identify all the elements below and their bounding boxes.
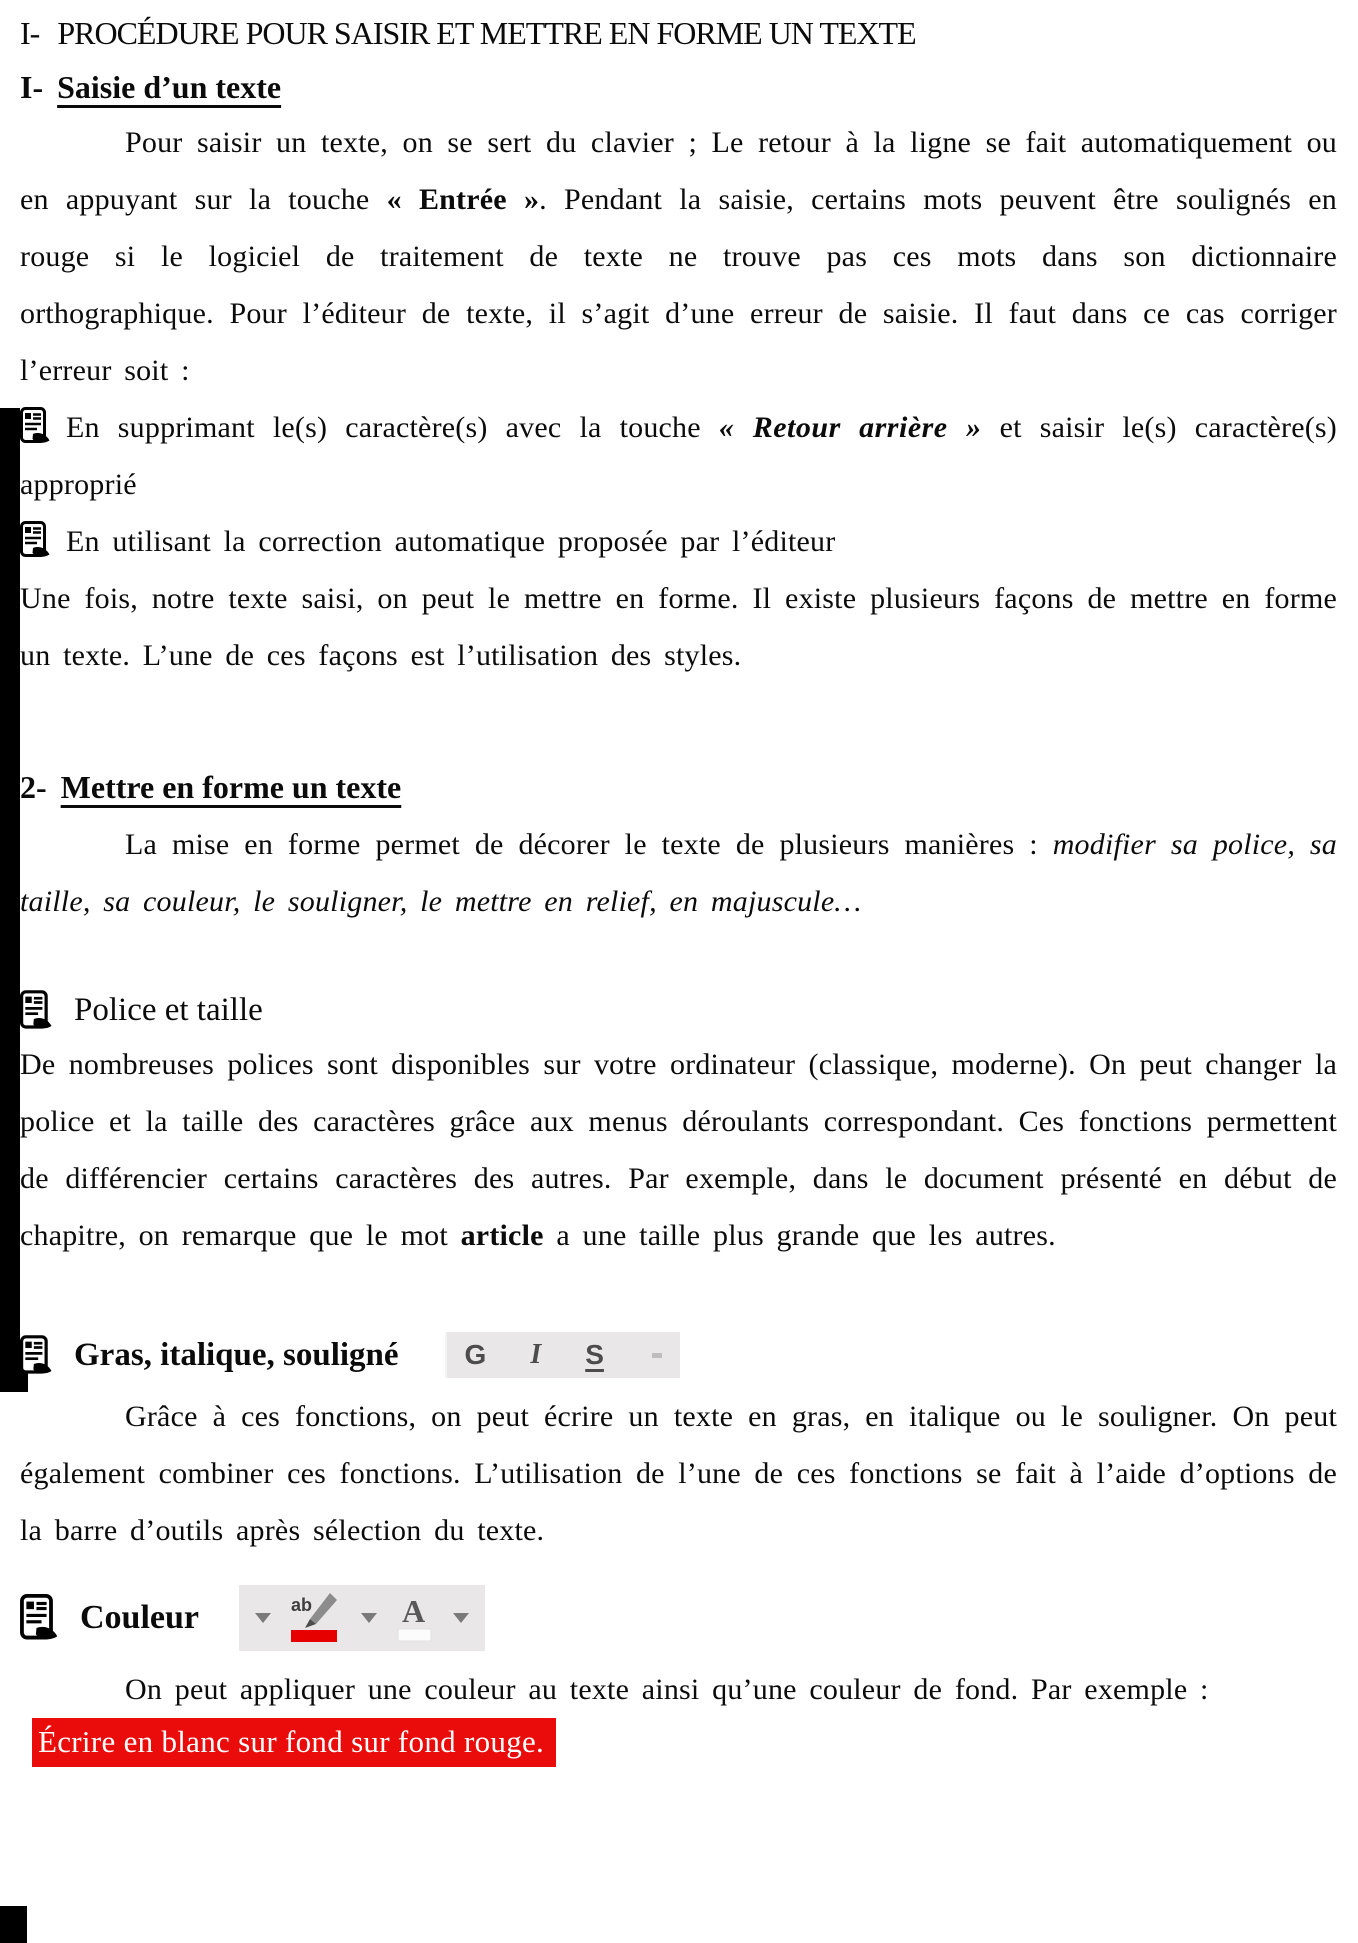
entree-key-label: « Entrée » [386, 183, 540, 216]
dropdown-caret-icon[interactable] [361, 1613, 377, 1623]
subheading-text: Police et taille [74, 992, 263, 1028]
section-number: 2- [20, 769, 47, 805]
highlight-red-swatch [291, 1630, 337, 1642]
note-pen-icon [20, 411, 66, 444]
section-heading-text: Saisie d’un texte [57, 69, 282, 105]
paragraph-saisie-intro [20, 114, 1337, 399]
article-word-bold: article [460, 1219, 544, 1252]
format-toolbar [445, 1332, 680, 1378]
highlight-label: ab [291, 1595, 313, 1615]
section-heading-forme [20, 766, 1337, 808]
highlight-color-button[interactable] [289, 1593, 343, 1643]
text-run: La mise en forme permet de décorer le texte de plusieurs manières : [125, 828, 1053, 861]
font-color-button[interactable] [395, 1593, 435, 1643]
text-run: En supprimant le(s) caractère(s) avec la touche [66, 411, 719, 444]
dropdown-caret-icon[interactable] [255, 1613, 271, 1623]
text-run: . Pendant la saisie, certains mots peuvent être soulignés en rouge si le logiciel de traitement de texte ne trouve pas ces mots dans son dictionnaire orthographique. Pour l’éditeur de texte, il s’agit d’une erreur de saisie. Il faut dans ce cas corriger l’erreur soit : [20, 183, 1337, 387]
toolbar-fragment [652, 1353, 662, 1358]
retour-arriere-key-label: « Retour arrière » [718, 411, 982, 444]
underline-button[interactable]: S [585, 1339, 604, 1370]
section-heading-saisie [20, 66, 1337, 108]
highlighted-example-text: Écrire en blanc sur fond sur fond rouge. [32, 1718, 556, 1767]
page-title [20, 14, 1337, 52]
text-run-italic: modifier sa police, sa taille, sa couleur, le souligner, le mettre en relief, en majuscule… [20, 828, 1337, 918]
section-number: I- [20, 69, 44, 105]
text-run: Pour saisir un texte, on se sert du clavier ; Le retour à la ligne se fait automatiquement ou en appuyant sur la touche [20, 126, 1337, 216]
text-run: a une taille plus grande que les autres. [543, 1219, 1056, 1252]
subheading-police [20, 988, 1337, 1032]
text-run: De nombreuses polices sont disponibles sur votre ordinateur (classique, moderne). On peut changer la police et la taille des caractères grâce aux menus déroulants correspondant. Ces fonctions permettent de différencier certains caractères des autres. Par exemple, dans le document présenté en début de chapitre, on remarque que le mot [20, 1048, 1337, 1252]
note-pen-icon [20, 990, 52, 1031]
bold-button[interactable]: G [464, 1339, 487, 1370]
subheading-text: Gras, italique, souligné [74, 1337, 399, 1373]
text-run: et saisir le(s) caractère(s) approprié [20, 411, 1337, 501]
italic-button[interactable]: I [530, 1339, 542, 1370]
subheading-gras [20, 1332, 1337, 1378]
font-color-swatch [398, 1629, 431, 1641]
note-pen-icon [20, 1335, 52, 1376]
paragraph-mise-en-forme [20, 816, 1337, 930]
font-color-label: A [402, 1593, 426, 1629]
section-heading-text: Mettre en forme un texte [60, 769, 402, 805]
page-title-text: PROCÉDURE POUR SAISIR ET METTRE EN FORME UN TEXTE [57, 15, 916, 51]
subheading-text: Couleur [80, 1599, 199, 1636]
dropdown-caret-icon[interactable] [453, 1613, 469, 1623]
page-title-number: I- [20, 15, 40, 51]
note-pen-icon [20, 525, 66, 558]
color-toolbar [239, 1585, 485, 1651]
paragraph-polices [20, 1036, 1337, 1264]
text-run: En utilisant la correction automatique proposée par l’éditeur [66, 525, 836, 558]
paragraph-gras-italique: Grâce à ces fonctions, on peut écrire un texte en gras, en italique ou le souligner. On peut également combiner ces fonctions. L’utilisation de l’une de ces fonctions se fait à l’aide d’options de la barre d’outils après sélection du texte. [20, 1400, 1337, 1547]
paragraph-une-fois: Une fois, notre texte saisi, on peut le mettre en forme. Il existe plusieurs façons de mettre en forme un texte. L’une de ces façons est l’utilisation des styles. [20, 582, 1337, 672]
subheading-couleur [20, 1585, 1337, 1651]
bullet-item [20, 513, 1337, 570]
bullet-item [20, 399, 1337, 513]
paragraph-couleur: On peut appliquer une couleur au texte ainsi qu’une couleur de fond. Par exemple : [125, 1673, 1209, 1706]
note-pen-icon [20, 1594, 58, 1642]
